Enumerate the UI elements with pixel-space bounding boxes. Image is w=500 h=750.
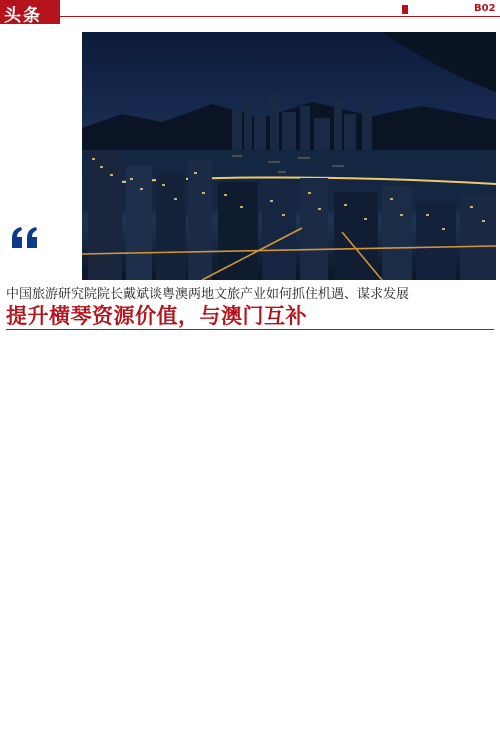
- page-number: B02: [474, 3, 496, 14]
- masthead: [0, 0, 500, 24]
- body-column-5: [400, 334, 494, 660]
- section-title: 头条: [4, 6, 42, 26]
- body-column-2: [95, 334, 193, 746]
- body-column-4: [298, 334, 394, 510]
- body-column-1: [6, 334, 90, 746]
- article-kicker: 中国旅游研究院院长戴斌谈粤澳两地文旅产业如何抓住机遇、谋求发展: [6, 287, 410, 302]
- editor-badge: [402, 5, 408, 14]
- article-headline: 提升横琴资源价值，与澳门互补: [6, 304, 307, 328]
- quote-mark-icon: [10, 226, 40, 250]
- section-block: [0, 0, 60, 24]
- skyline-illustration: [82, 32, 496, 280]
- body-column-3: [198, 334, 294, 746]
- intro-paragraph: [6, 50, 78, 218]
- masthead-rule: [60, 16, 500, 17]
- headline-rule: [6, 329, 494, 330]
- night-city-photo: [82, 32, 496, 280]
- body-column-4-bottom: [298, 660, 394, 746]
